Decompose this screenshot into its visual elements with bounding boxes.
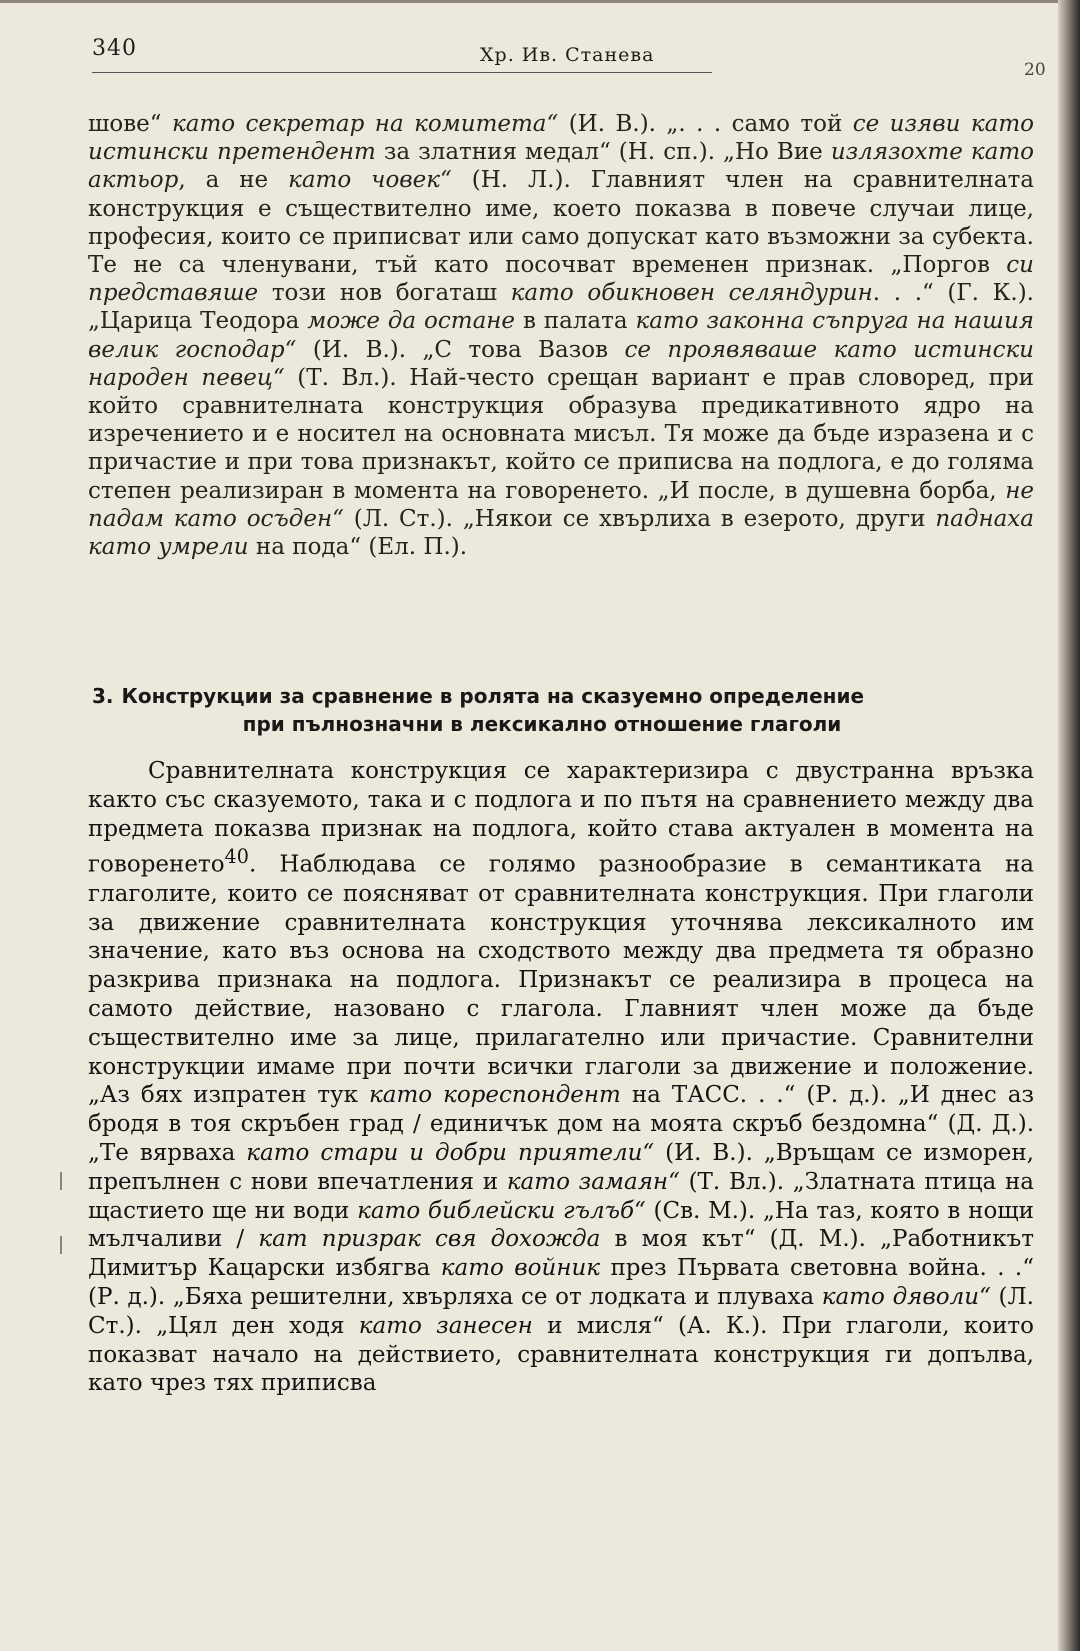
italic-example: като човек“	[288, 167, 452, 194]
page-number: 340	[92, 36, 137, 61]
text-run: . Наблюдава се голямо разнообразие в семантиката на глаголите, които се поясняват от сравнителната конструкция. При глаголи за движение сравнителната конструкция уточнява лексикалното им значение, като въз основа на сходството между два предмета тя образно разкрива признака на подлога. Признакът се реализира в процеса на самото действие, назовано с глагола. Главният член може да бъде съществително име за лице, прилагателно или причастие. Сравнителни конструкции имаме при почти всички глаголи за движение и положение. „Аз бях изпратен тук	[88, 852, 1034, 1109]
page-header	[92, 36, 1046, 80]
italic-example: като библейски гълъб“	[357, 1197, 646, 1224]
text-run: (Н. Л.). Главният член на сравнителната конструкция е съществително име, което показва в повече случаи лице, професия, които се приписват или само допускат като възможни за субекта. Те не са членувани, тъй като посочват временен признак. „Поргов	[88, 167, 1035, 279]
margin-mark	[60, 1236, 62, 1254]
text-run: (Св. М.). „На таз, която в нощи мълчаливи /	[88, 1197, 1034, 1253]
italic-example: се изяви като истински претендент	[88, 111, 1034, 166]
text-run: (И. В.). „С това Вазов	[296, 336, 625, 363]
italic-example: като законна съпруга на нашия велик господар“	[88, 308, 1034, 363]
section-title-line-1: Конструкции за сравнение в ролята на сказуемно определение	[121, 684, 865, 708]
italic-example: като замаян“	[506, 1168, 680, 1195]
italic-example: като обикновен селяндурин	[510, 280, 873, 307]
italic-example: си представяше	[88, 252, 1034, 307]
text-run: (И. В.). „. . . само той	[558, 111, 853, 137]
text-run: и мисля“ (А. К.). При глаголи, които показват начало на действието, сравнителната конструкция ги допълва, като чрез тях приписва	[88, 1312, 1035, 1397]
text-run: в моя кът“ (Д. М.). „Работникът Димитър Кацарски избягва	[88, 1226, 1034, 1282]
top-edge	[0, 0, 1060, 3]
paragraph-1-text	[88, 110, 1034, 561]
text-run: за златния медал“ (Н. сп.). „Но Вие	[375, 139, 831, 166]
italic-example: като занесен	[358, 1312, 533, 1339]
text-run: (Л. Ст.). „Някои се хвърлиха в езерото, други	[343, 505, 936, 532]
text-run: Сравнителната конструкция се характеризира с двустранна връзка както със сказуемото, така и с подлога и по пътя на сравнението между два предмета показва признак на подлога, който става актуален в момента на говоренето	[88, 758, 1034, 879]
book-spine-shadow	[1058, 0, 1080, 1651]
footnote-ref: 40	[224, 845, 249, 869]
text-run: на ТАСС. . .“ (Р. д.). „И днес аз бродя в тоя скръбен град / единичък дом на моята скръб бездомна“ (Д. Д.). „Те вярваха	[88, 1082, 1035, 1167]
text-run: през Първата световна война. . .“ (Р. д.). „Бяха решителни, хвърляха се от лодката и плуваха	[88, 1255, 1035, 1310]
corner-mark: 20	[1024, 60, 1046, 80]
paragraph-1	[88, 110, 1034, 561]
running-head: Хр. Ив. Станева	[480, 44, 655, 66]
section-heading-line-1	[92, 682, 1032, 710]
italic-example: като дяволи“	[821, 1284, 991, 1310]
text-run: в палата	[515, 308, 636, 335]
italic-example: кат призрак свя дохожда	[258, 1226, 601, 1253]
section-title-line-2: при пълнозначни в лексикално отношение глаголи	[242, 712, 842, 736]
italic-example: като секретар на комитета“	[172, 111, 559, 137]
italic-example: излязохте като актьор	[88, 139, 1034, 194]
italic-example: се проявяваше като истински народен певец“	[88, 336, 1034, 391]
italic-example: паднаха като умрели	[88, 505, 1034, 561]
italic-example: като войник	[440, 1255, 601, 1282]
header-rule	[92, 72, 712, 73]
text-run: този нов богаташ	[258, 280, 511, 307]
text-run: (Т. Вл.). Най-често срещан вариант е прав словоред, при който сравнителната конструкция образува предикативното ядро на изречението и е носител на основната мисъл. Тя може да бъде изразена и с причастие и при това признакът, който се приписва на подлога, е до голяма степен реализиран в момента на говоренето. „И после, в душевна борба,	[88, 364, 1034, 504]
section-number: 3.	[92, 684, 114, 708]
italic-example: като стари и добри приятели“	[246, 1140, 655, 1167]
text-run: (Т. Вл.). „Златната птица на щастието ще ни води	[88, 1168, 1034, 1224]
italic-example: като кореспондент	[369, 1082, 621, 1109]
text-run: . . .“ (Г. К.). „Царица Теодора	[88, 280, 1034, 335]
italic-example: не падам като осъден“	[88, 477, 1034, 532]
text-run: , а не	[178, 167, 289, 194]
text-run: (И. В.). „Връщам се изморен, препълнен с нови впечатления и	[88, 1140, 1034, 1195]
text-run: на пода“ (Ел. П.).	[248, 534, 468, 561]
paragraph-2	[88, 757, 1034, 1398]
section-heading	[92, 682, 1032, 738]
paragraph-2-text	[88, 757, 1034, 1398]
text-run: (Л. Ст.). „Цял ден ходя	[88, 1284, 1034, 1339]
italic-example: може да остане	[307, 308, 516, 335]
margin-mark	[60, 1172, 62, 1190]
text-run: шове“	[88, 111, 172, 137]
